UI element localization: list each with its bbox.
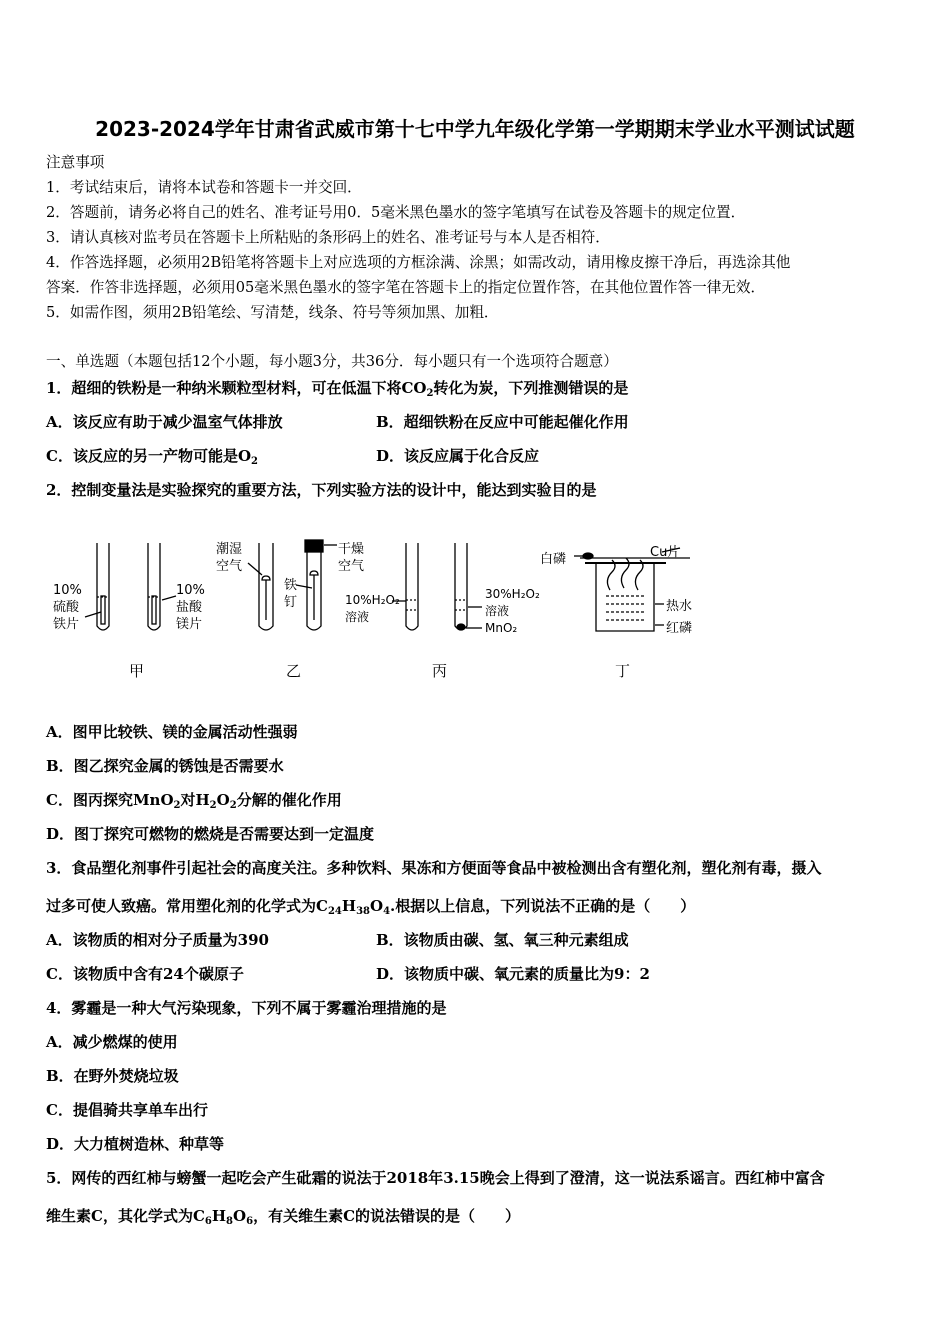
question-3-option-b: B．该物质由碳、氢、氧三种元素组成 (376, 931, 629, 949)
test-tube-yi-right (296, 540, 337, 630)
notice-item: 3．请认真核对监考员在答题卡上所粘贴的条形码上的姓名、准考证号与本人是否相符． (46, 229, 610, 246)
question-1-stem: 1．超细的铁粉是一种纳米颗粒型材料，可在低温下将$CO_2$转化为炭，下列推测错误的是 (46, 379, 629, 399)
label-yi-nail: 铁 钉 (284, 578, 298, 610)
question-4-option-a: A．减少燃煤的使用 (46, 1033, 178, 1051)
question-4-stem: 4．雾霾是一种大气污染现象，下列不属于雾霾治理措施的是 (46, 999, 447, 1017)
question-3-stem-line2: 过多可使人致癌。常用塑化剂的化学式为$C_{24}H_{38}O_4$.根据以上信息，下列说法不正确的是（ ） (46, 897, 696, 917)
notice-item: 答案．作答非选择题，必须用05毫米黑色墨水的签字笔在答题卡上的指定位置作答，在其他位置作答一律无效． (46, 279, 766, 296)
label-ding-hot-water: 热水 (666, 599, 693, 614)
question-4-option-d: D．大力植树造林、种草等 (46, 1135, 225, 1153)
notice-item: 5．如需作图，须用2B铅笔绘、写清楚，线条、符号等须加黑、加粗． (46, 304, 499, 321)
question-1-option-a: A．该反应有助于减少温室气体排放 (46, 413, 283, 431)
question-5-stem-line1: 5．网传的西红柿与螃蟹一起吃会产生砒霜的说法于2018年3.15晚会上得到了澄清，这一说法系谣言。西红柿中富含 (46, 1169, 825, 1187)
question-4-option-b: B．在野外焚烧垃圾 (46, 1067, 179, 1085)
caption-ding: 丁 (615, 662, 631, 680)
notice-item: 4．作答选择题，必须用2B铅笔将答题卡上对应选项的方框涂满、涂黑；如需改动，请用橡皮擦干净后，再选涂其他 (46, 254, 791, 271)
question-4-option-c: C．提倡骑共享单车出行 (46, 1101, 208, 1119)
question-2-stem: 2．控制变量法是实验探究的重要方法，下列实验方法的设计中，能达到实验目的是 (46, 481, 597, 499)
question-1-option-b: B．超细铁粉在反应中可能起催化作用 (376, 413, 629, 431)
label-bing-right: 30%H₂O₂ 溶液 MnO₂ (485, 587, 540, 635)
label-bing-left: 10%H₂O₂ 溶液 (345, 593, 400, 624)
caption-jia: 甲 (129, 662, 145, 680)
test-tube-jia-left (85, 543, 109, 630)
question-2-option-a: A．图甲比较铁、镁的金属活动性强弱 (46, 723, 298, 741)
test-tube-yi-left (248, 543, 273, 630)
question-1-option-c: C．该反应的另一产物可能是$O_2$ (46, 447, 258, 467)
label-ding-red-phosphorus: 红磷 (666, 621, 693, 636)
test-tube-jia-right (148, 543, 176, 630)
label-jia-left: 10% 硫酸 铁片 (53, 583, 82, 632)
label-ding-copper: Cu片 (650, 545, 681, 560)
question-2-option-b: B．图乙探究金属的锈蚀是否需要水 (46, 757, 284, 775)
question-3-stem-line1: 3．食品塑化剂事件引起社会的高度关注。多种饮料、果冻和方便面等食品中被检测出含有塑化剂，塑化剂有毒，摄入 (46, 859, 822, 877)
label-jia-right: 10% 盐酸 镁片 (176, 583, 205, 632)
test-tube-bing-right (455, 543, 482, 630)
label-ding-white-phosphorus: 白磷 (540, 552, 567, 567)
question-3-option-c: C．该物质中含有24个碳原子 (46, 965, 244, 983)
question-3-option-a: A．该物质的相对分子质量为390 (46, 931, 269, 949)
caption-yi: 乙 (286, 662, 302, 680)
label-yi-dry-air: 干燥 空气 (338, 542, 365, 574)
page-title: 2023-2024学年甘肃省武威市第十七中学九年级化学第一学期期末学业水平测试试题 (95, 117, 855, 141)
notice-item: 2．答题前，请务必将自己的姓名、准考证号用0．5毫米黑色墨水的签字笔填写在试卷及答题卡的规定位置． (46, 204, 746, 221)
question-3-option-d: D．该物质中碳、氧元素的质量比为9：2 (376, 965, 650, 983)
question-5-stem-line2: 维生素C，其化学式为$C_6H_8O_6$，有关维生素C的说法错误的是（ ） (46, 1207, 521, 1227)
notice-item: 1．考试结束后，请将本试卷和答题卡一并交回． (46, 179, 362, 196)
notice-heading: 注意事项 (46, 154, 105, 171)
question-2-option-c: C．图丙探究MnO$_2$对$H_2O_2$分解的催化作用 (46, 791, 342, 811)
caption-bing: 丙 (432, 662, 448, 680)
section-heading: 一、单选题（本题包括12个小题，每小题3分，共36分．每小题只有一个选项符合题意） (46, 353, 618, 370)
question-1-option-d: D．该反应属于化合反应 (376, 447, 540, 465)
question-2-option-d: D．图丁探究可燃物的燃烧是否需要达到一定温度 (46, 825, 375, 843)
label-yi-wet-air: 潮湿 空气 (216, 542, 243, 574)
